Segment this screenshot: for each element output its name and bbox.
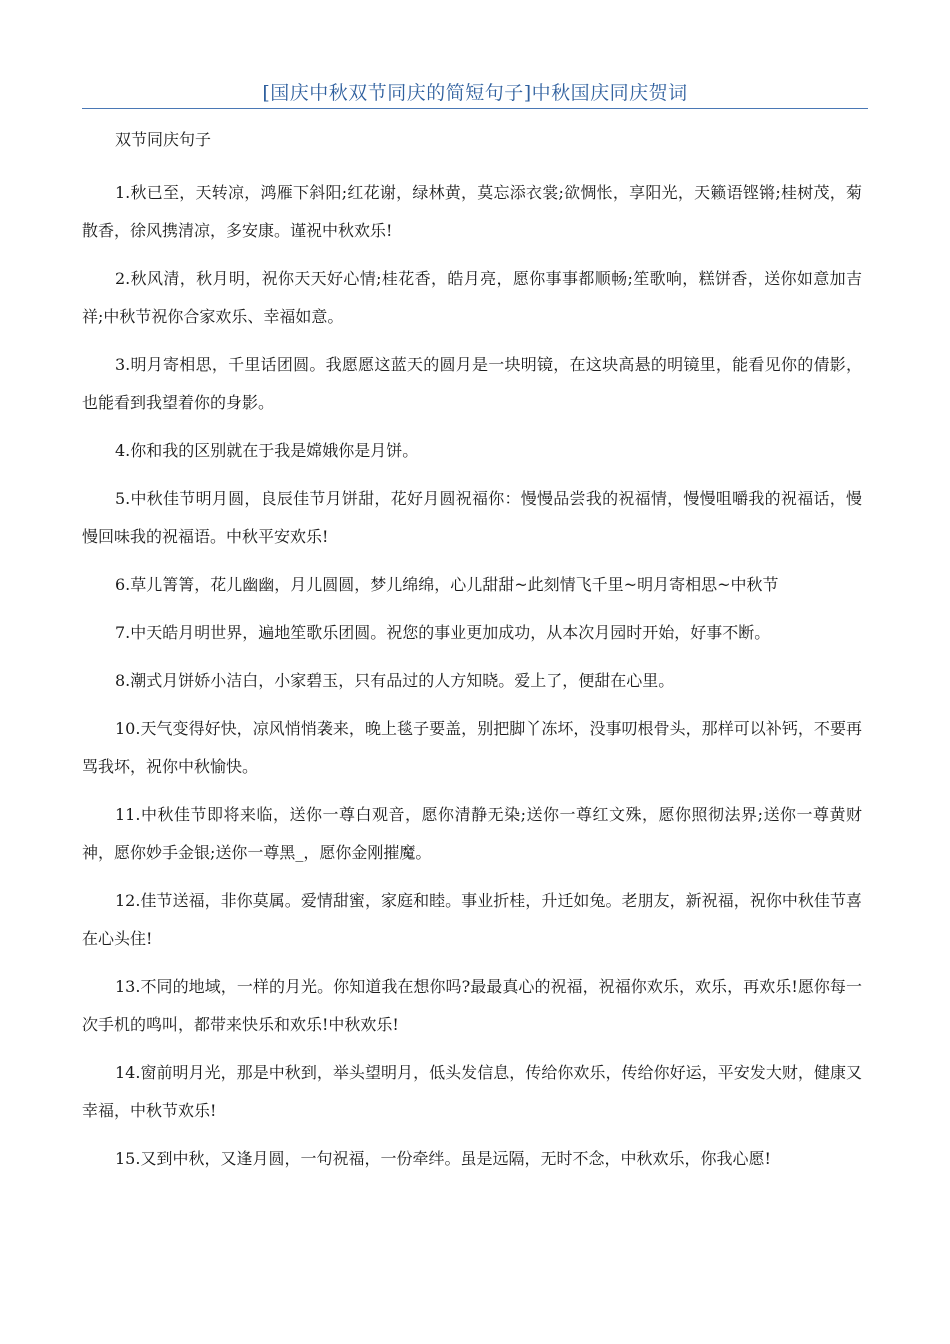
paragraph-8: 8.潮式月饼娇小洁白，小家碧玉，只有品过的人方知晓。爱上了，便甜在心里。: [115, 671, 675, 690]
paragraph-7: 7.中天皓月明世界，遍地笙歌乐团圆。祝您的事业更加成功，从本次月园时开始，好事不断。: [115, 623, 771, 642]
paragraph-11: 11.中秋佳节即将来临，送你一尊白观音，愿你清静无染;送你一尊红文殊，愿你照彻法界;送你一尊黄财神，愿你妙手金银;送你一尊黑_，愿你金刚摧魔。: [82, 805, 862, 862]
header-divider: [82, 108, 868, 109]
section-title: 双节同庆句子: [115, 130, 212, 149]
paragraph-13: 13.不同的地域，一样的月光。你知道我在想你吗?最最真心的祝福，祝福你欢乐，欢乐，再欢乐!愿你每一次手机的鸣叫，都带来快乐和欢乐!中秋欢乐!: [82, 977, 862, 1034]
paragraph-12: 12.佳节送福，非你莫属。爱情甜蜜，家庭和睦。事业折桂，升迁如兔。老朋友，新祝福，祝你中秋佳节喜在心头住!: [82, 891, 862, 948]
paragraph-6: 6.草儿箐箐，花儿幽幽，月儿圆圆，梦儿绵绵，心儿甜甜~此刻情飞千里~明月寄相思~中秋节: [115, 575, 779, 594]
paragraph-15: 15.又到中秋，又逢月圆，一句祝福，一份牵绊。虽是远隔，无时不念，中秋欢乐，你我心愿!: [115, 1149, 771, 1168]
document-body: [82, 128, 862, 1188]
paragraph-3: 3.明月寄相思，千里话团圆。我愿愿这蓝天的圆月是一块明镜，在这块高悬的明镜里，能看见你的倩影，也能看到我望着你的身影。: [82, 355, 862, 412]
paragraph-10: 10.天气变得好快，凉风悄悄袭来，晚上毯子要盖，别把脚丫冻坏，没事叨根骨头，那样可以补钙，不要再骂我坏，祝你中秋愉快。: [82, 719, 862, 776]
document-header-title: [国庆中秋双节同庆的简短句子]中秋国庆同庆贺词: [262, 82, 688, 104]
paragraph-14: 14.窗前明月光，那是中秋到，举头望明月，低头发信息，传给你欢乐，传给你好运，平安发大财，健康又幸福，中秋节欢乐!: [82, 1063, 862, 1120]
paragraph-4: 4.你和我的区别就在于我是嫦娥你是月饼。: [115, 441, 419, 460]
paragraph-2: 2.秋风清，秋月明，祝你天天好心情;桂花香，皓月亮，愿你事事都顺畅;笙歌响，糕饼香，送你如意加吉祥;中秋节祝你合家欢乐、幸福如意。: [82, 269, 862, 326]
paragraph-1: 1.秋已至，天转凉，鸿雁下斜阳;红花谢，绿林黄，莫忘添衣裳;欲惆怅，享阳光，天籁语铿锵;桂树茂，菊散香，徐风携清凉，多安康。谨祝中秋欢乐!: [82, 183, 862, 240]
paragraph-5: 5.中秋佳节明月圆，良辰佳节月饼甜，花好月圆祝福你：慢慢品尝我的祝福情，慢慢咀嚼我的祝福话，慢慢回味我的祝福语。中秋平安欢乐!: [82, 489, 862, 546]
